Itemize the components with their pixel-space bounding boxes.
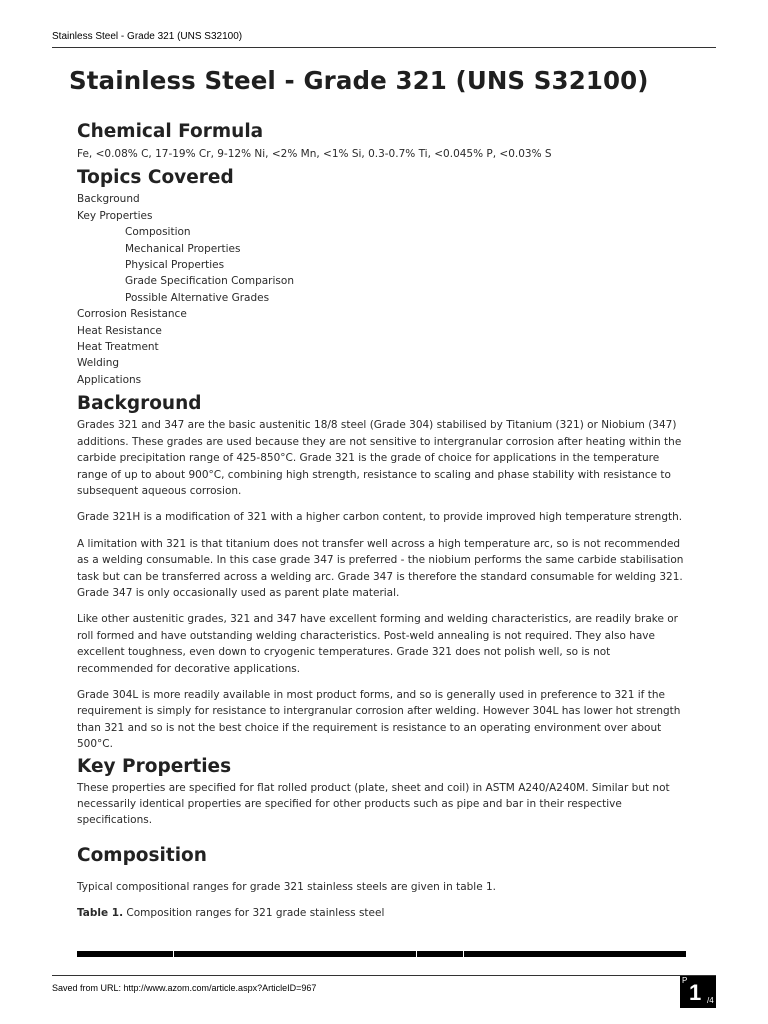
background-paragraph: A limitation with 321 is that titanium does not transfer well across a high temperature arc, so is not recommended as a welding consumable. In this case grade 347 is preferred - the niobium performs the same carbide stabilisation task but can be transferred across a welding arc. Grade 347 is therefore the standard consumable for welding 321. Grade 347 is only occasionally used as parent plate material. <box>77 537 684 599</box>
topics-heading: Topics Covered <box>77 167 234 189</box>
table-caption-text: Composition ranges for 321 grade stainless steel <box>123 907 385 920</box>
page-number: 1 <box>689 980 702 1005</box>
running-header: Stainless Steel - Grade 321 (UNS S32100) <box>52 31 243 42</box>
key-properties-heading: Key Properties <box>77 755 232 777</box>
table-column-divider <box>173 951 174 957</box>
page-letter: P <box>682 976 688 985</box>
table-column-divider <box>463 951 464 957</box>
background-paragraph: Like other austenitic grades, 321 and 347 have excellent forming and welding characteristics, are readily brake or roll formed and have outstanding welding characteristics. Post-weld annealing is not required. They also have excellent toughness, even down to cryogenic temperatures. Grade 321 does not polish well, so is not recommended for decorative applications. <box>77 613 678 675</box>
background-paragraph: Grade 321H is a modification of 321 with a higher carbon content, to provide improved high temperature strength. <box>77 511 683 524</box>
topic-item-alternative-grades[interactable]: Possible Alternative Grades <box>125 291 270 304</box>
page-number-badge <box>680 976 716 1008</box>
article-body <box>77 119 689 922</box>
chemical-formula-text: Fe, <0.08% C, 17-19% Cr, 9-12% Ni, <2% Mn, <1% Si, 0.3-0.7% Ti, <0.045% P, <0.03% S <box>77 148 552 160</box>
table-label: Table 1. <box>77 907 124 920</box>
topic-item-grade-spec-comparison[interactable]: Grade Specification Comparison <box>125 275 294 288</box>
topic-item-composition[interactable]: Composition <box>125 226 191 239</box>
topic-item-applications[interactable]: Applications <box>77 373 142 386</box>
topic-item-corrosion-resistance[interactable]: Corrosion Resistance <box>77 308 187 321</box>
page-title: Stainless Steel - Grade 321 (UNS S32100) <box>69 66 649 95</box>
topic-item-key-properties[interactable]: Key Properties <box>77 209 153 222</box>
background-heading: Background <box>77 393 202 415</box>
header-divider <box>52 47 716 48</box>
background-paragraph: Grade 304L is more readily available in most product forms, and so is generally used in preference to 321 if the requirement is simply for resistance to intergranular corrosion after welding. However 304L has lower hot strength than 321 and so is not the best choice if the requirement is resistance to an operating environment over about 500°C. <box>77 688 681 751</box>
table-caption <box>77 905 689 921</box>
table-column-divider <box>416 951 417 957</box>
background-paragraph: Grades 321 and 347 are the basic austenitic 18/8 steel (Grade 304) stabilised by Titanium (321) or Niobium (347) additions. These grades are used because they are not sensitive to intergranular corrosion after heating within the carbide precipitation range of 425-850°C. Grade 321 is the grade of choice for applications in the temperature range of up to about 900°C, combining high strength, resistance to scaling and phase stability with resistance to subsequent aqueous corrosion. <box>77 419 682 497</box>
chemical-formula-heading: Chemical Formula <box>77 121 264 142</box>
topic-item-welding[interactable]: Welding <box>77 357 120 370</box>
topic-item-physical-properties[interactable]: Physical Properties <box>125 259 225 272</box>
saved-from-url[interactable]: Saved from URL: http://www.azom.com/article.aspx?ArticleID=967 <box>52 983 317 993</box>
topic-item-background[interactable]: Background <box>77 193 140 206</box>
footer-divider <box>52 975 716 976</box>
topic-item-heat-resistance[interactable]: Heat Resistance <box>77 324 162 337</box>
composition-text: Typical compositional ranges for grade 321 stainless steels are given in table 1. <box>77 880 497 893</box>
topics-list <box>77 191 689 388</box>
composition-heading: Composition <box>77 844 207 866</box>
topic-item-mechanical-properties[interactable]: Mechanical Properties <box>125 242 241 255</box>
page-total: /4 <box>707 996 714 1005</box>
table-top-border <box>77 951 686 957</box>
key-properties-text: These properties are specified for flat rolled product (plate, sheet and coil) in ASTM A240/A240M. Similar but not necessarily identical properties are specified for other products such as pipe and bar in their respective specifications. <box>77 781 670 827</box>
topic-item-heat-treatment[interactable]: Heat Treatment <box>77 341 159 354</box>
